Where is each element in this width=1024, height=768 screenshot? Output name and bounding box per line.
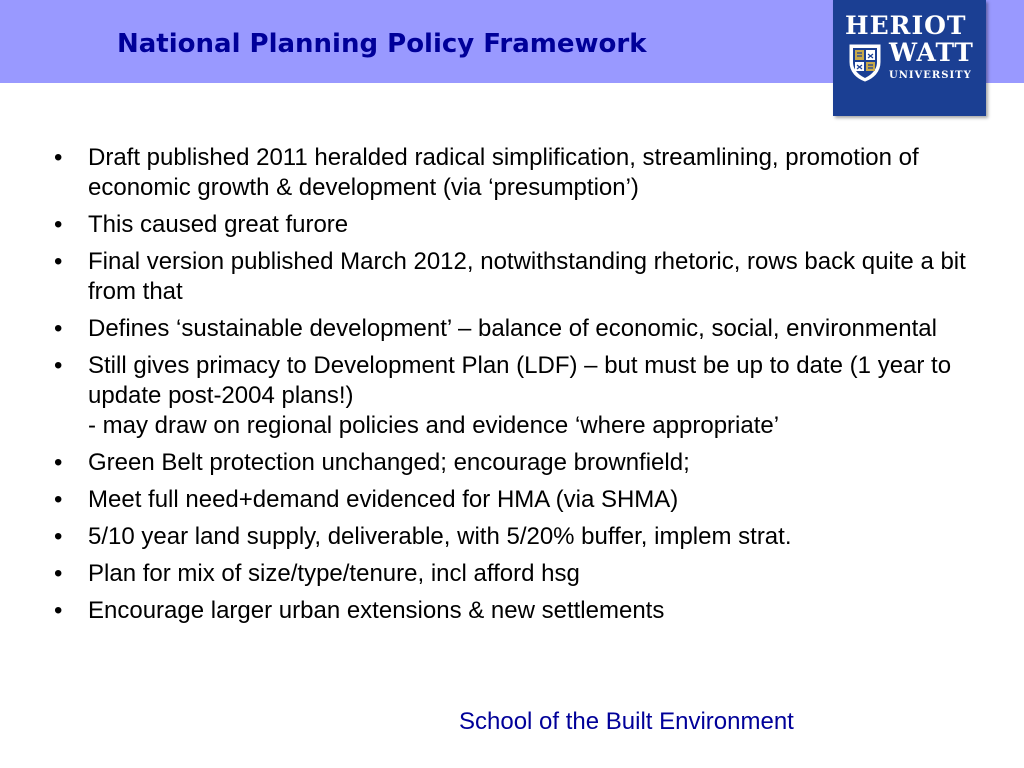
crest-icon [847, 42, 883, 82]
bullet-text: Final version published March 2012, notwithstanding rhetoric, rows back quite a bit from that [88, 248, 966, 305]
bullet-text: Green Belt protection unchanged; encourage brownfield; [88, 449, 690, 476]
bullet-marker: • [54, 560, 63, 587]
slide-title: National Planning Policy Framework [117, 29, 647, 59]
bullet-text: Encourage larger urban extensions & new settlements [88, 597, 665, 624]
bullet-marker: • [54, 523, 63, 550]
bullet-item [50, 559, 970, 589]
bullet-marker: • [54, 144, 63, 171]
bullet-item [50, 522, 970, 552]
logo-text-watt: WATT [889, 38, 974, 67]
bullet-list [50, 143, 970, 633]
bullet-marker: • [54, 248, 63, 275]
logo-text-university: UNIVERSITY [889, 70, 972, 81]
bullet-marker: • [54, 597, 63, 624]
footer-school-name: School of the Built Environment [459, 708, 794, 735]
bullet-item [50, 247, 970, 307]
bullet-text: Still gives primacy to Development Plan (LDF) – but must be up to date (1 year to update post-2004 plans!) [88, 352, 952, 409]
bullet-item [50, 143, 970, 203]
bullet-item [50, 210, 970, 240]
bullet-marker: • [54, 486, 63, 513]
bullet-subtext: - may draw on regional policies and evidence ‘where appropriate’ [88, 412, 780, 439]
bullet-item [50, 448, 970, 478]
bullet-marker: • [54, 315, 63, 342]
bullet-text: This caused great furore [88, 211, 349, 238]
bullet-text: Draft published 2011 heralded radical simplification, streamlining, promotion of economic growth & development (via ‘presumption’) [88, 144, 919, 201]
logo-text-heriot: HERIOT [845, 11, 967, 40]
bullet-text: 5/10 year land supply, deliverable, with 5/20% buffer, implem strat. [88, 523, 792, 550]
bullet-item [50, 351, 970, 441]
bullet-item [50, 596, 970, 626]
bullet-marker: • [54, 211, 63, 238]
bullet-marker: • [54, 352, 63, 379]
bullet-text: Defines ‘sustainable development’ – balance of economic, social, environmental [88, 315, 937, 342]
bullet-item [50, 314, 970, 344]
bullet-text: Plan for mix of size/type/tenure, incl afford hsg [88, 560, 580, 587]
bullet-item [50, 485, 970, 515]
bullet-text: Meet full need+demand evidenced for HMA (via SHMA) [88, 486, 679, 513]
heriot-watt-logo [833, 0, 986, 116]
bullet-marker: • [54, 449, 63, 476]
